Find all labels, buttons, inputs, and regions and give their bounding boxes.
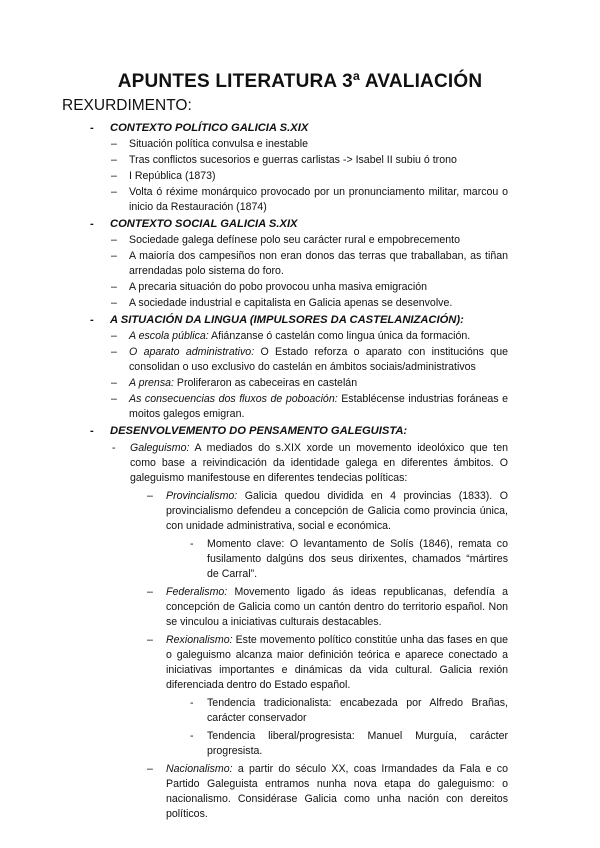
list-item-tendencia-liberal: - Tendencia liberal/progresista: Manuel Murguía, carácter progresista. bbox=[190, 730, 508, 757]
list-lingua bbox=[0, 329, 600, 422]
list-item: – I República (1873) bbox=[111, 170, 216, 182]
list-item: – Tras conflictos sucesorios e guerras carlistas -> Isabel II subiu ó trono bbox=[111, 154, 457, 166]
list-item: – A escola pública: Afiánzanse ó castelán como lingua única da formación. bbox=[111, 330, 471, 342]
list-item-nacionalismo: – Nacionalismo: a partir do século XX, coas Irmandades da Fala e co Partido Galeguista entramos nunha nova etapa do galeguismo: o nacionalismo. Considérase Galicia como unha nación con dereitos políticos. bbox=[147, 763, 508, 820]
page-title: APUNTES LITERATURA 3ª AVALIACIÓN bbox=[117, 71, 483, 92]
list-item-galeguismo: - Galeguismo: A mediados do s.XIX xorde un movemento ideolóxico que ten como base a reivindicación da identidade galega en diferentes ámbitos. O galeguismo manifestouse en diferentes tendecias políticas: bbox=[112, 442, 508, 484]
list-item: – Sociedade galega defínese polo seu carácter rural e empobrecemento bbox=[111, 234, 460, 246]
list-item: – A precaria situación do pobo provocou unha masiva emigración bbox=[111, 281, 427, 293]
section-heading-politico: - CONTEXTO POLÍTICO GALICIA S.XIX bbox=[90, 122, 309, 134]
list-social bbox=[0, 233, 600, 311]
list-item: – A sociedade industrial e capitalista en Galicia apenas se desenvolve. bbox=[111, 297, 453, 309]
section-bullet: - bbox=[90, 425, 94, 437]
section-heading-galeguista: - DESENVOLVEMENTO DO PENSAMENTO GALEGUISTA: bbox=[90, 425, 408, 437]
section-bullet: - bbox=[90, 218, 94, 230]
list-item: – A maioría dos campesiños non eran donos das terras que traballaban, as tiñan arrendadas polo sistema do foro. bbox=[111, 250, 508, 277]
list-item: – Volta ó réxime monárquico provocado por un pronunciamento militar, marcou o inicio da Restauración (1874) bbox=[111, 186, 508, 213]
section-bullet: - bbox=[90, 314, 94, 326]
list-galeguista bbox=[0, 441, 600, 822]
list-item-rexionalismo: – Rexionalismo: Este movemento político constitúe unha das fases en que o galeguismo alcanza maior definición teórica e aparece conectado a iniciativas importantes e dinámicas da vida cultural. Galicia rexión diferenciada dentro do Estado español. bbox=[147, 634, 508, 691]
list-item: – As consecuencias dos fluxos de poboación: Establécense industrias foráneas e moitos galegos emigran. bbox=[111, 393, 508, 420]
section-heading-lingua: - A SITUACIÓN DA LINGUA (IMPULSORES DA CASTELANIZACIÓN): bbox=[90, 314, 464, 326]
list-item: – A prensa: Proliferaron as cabeceiras en castelán bbox=[111, 377, 358, 389]
list-item-tendencia-tradicionalista: - Tendencia tradicionalista: encabezada por Alfredo Brañas, carácter conservador bbox=[190, 697, 508, 724]
section-bullet: - bbox=[90, 122, 94, 134]
list-item: – O aparato administrativo: O Estado reforza o aparato con institucións que consolidan o uso exclusivo do castelán en ámbitos sociais/administrativos bbox=[111, 346, 508, 373]
document-body bbox=[0, 119, 600, 822]
list-item: – Situación política convulsa e inestable bbox=[111, 138, 309, 150]
list-item-federalismo: – Federalismo: Movemento ligado ás ideas republicanas, defendía a concepción de Galicia como un cantón dentro do territorio español. Non se vinculou a iniciativas culturais destacables. bbox=[147, 586, 508, 628]
section-heading-social: - CONTEXTO SOCIAL GALICIA S.XIX bbox=[90, 218, 298, 230]
list-politico bbox=[0, 137, 600, 215]
section-subtitle: REXURDIMENTO: bbox=[62, 97, 192, 114]
list-item-momento-clave: - Momento clave: O levantamento de Solís (1846), remata co fusilamento dalgúns dos seus dirixentes, chamados “mártires de Carral”. bbox=[190, 538, 508, 580]
list-item-provincialismo: – Provincialismo: Galicia quedou dividida en 4 provincias (1833). O provincialismo defendeu a concepción de Galicia como provincia única, con unidade administrativa, social e económica. bbox=[147, 490, 508, 532]
